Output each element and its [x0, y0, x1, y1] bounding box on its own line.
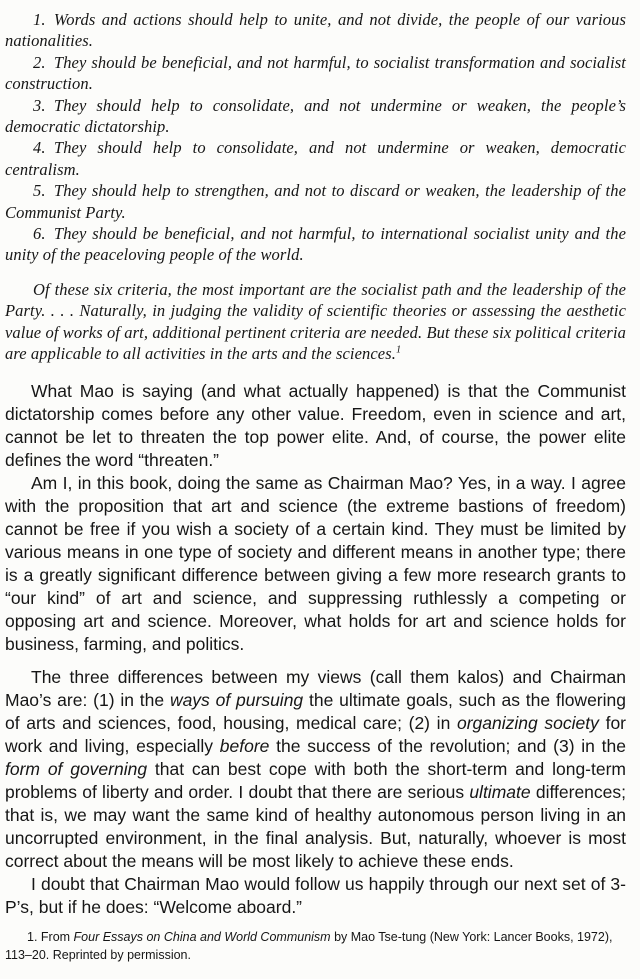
body-paragraph-3	[5, 666, 626, 873]
text-run: by Mao Tse-tung (New York: Lancer Books, 1972), 113–20. Reprinted by permission.	[5, 929, 613, 962]
italic-text-run: ways of pursuing	[169, 689, 304, 710]
italic-text-run: Four Essays on China and World Communism	[73, 929, 331, 944]
text-run: the success of the revolution; and (3) in the	[269, 735, 626, 756]
text-run: 3. They should help to consolidate, and not undermine or weaken, the people’s democratic dictatorship.	[5, 95, 626, 137]
quote-item-6	[5, 223, 626, 266]
text-run: Am I, in this book, doing the same as Chairman Mao? Yes, in a way. I agree with the proposition that art and science (the extreme bastions of freedom) cannot be free if you wish a society of a certain kind. They must be limited by various means in one type of society and different means in another type; there is a greatly significant difference between giving a few more research grants to “our kind” of art and science, and suppressing ruthlessly a competing or opposing art and science. Moreover, what holds for art and science holds for business, farming, and politics.	[5, 472, 626, 654]
text-run: What Mao is saying (and what actually happened) is that the Communist dictatorship comes before any other value. Freedom, even in science and art, cannot be let to threaten the top power elite. And, of course, the power elite defines the word “threaten.”	[5, 380, 626, 470]
italic-text-run: organizing society	[457, 712, 599, 733]
italic-text-run: ultimate	[469, 781, 531, 802]
text-run: 1. From	[27, 929, 74, 944]
text-run: Of these six criteria, the most important are the socialist path and the leadership of the Party. . . . Naturally, in judging the validity of scientific theories or assessing the aesthetic value of works of art, additional pertinent criteria are needed. But these six political criteria are applicable to all activities in the arts and the sciences.	[5, 279, 626, 364]
italic-text-run: form of governing	[5, 758, 148, 779]
text-run: The three differences between my views (call them kalos) and Chairman Mao’s are: (1) in the	[5, 666, 626, 710]
text-run: 2. They should be beneficial, and not harmful, to socialist transformation and socialist construction.	[5, 52, 626, 94]
quote-item-1	[5, 9, 626, 52]
footnote-paragraph	[5, 928, 626, 965]
text-run: I doubt that Chairman Mao would follow us happily through our next set of 3-P’s, but if he does: “Welcome aboard.”	[5, 873, 626, 917]
text-run: that can best cope with both the short-term and long-term problems of liberty and order. I doubt that there are serious	[5, 758, 627, 802]
text-run: 5. They should help to strengthen, and not to discard or weaken, the leadership of the Communist Party.	[5, 181, 626, 222]
body-paragraph-2	[5, 472, 626, 656]
body-paragraph-1	[5, 380, 626, 472]
text-run: differences; that is, we may want the same kind of healthy autonomous person living in an uncorrupted environment, in the final analysis. But, naturally, whoever is most correct about the means will be most likely to achieve these ends.	[5, 781, 627, 871]
quote-item-4	[5, 137, 626, 180]
italic-text-run: before	[219, 735, 270, 756]
quote-closing-paragraph	[5, 279, 626, 365]
footnote-block	[5, 928, 626, 965]
footnote-ref-superscript: 1	[395, 344, 402, 356]
quote-item-5	[5, 180, 626, 223]
text-run: for work and living, especially	[5, 712, 627, 756]
quote-item-3	[5, 95, 626, 138]
body-block	[5, 380, 626, 919]
text-run: the ultimate goals, such as the flowering of arts and sciences, food, housing, medical care; (2) in	[5, 689, 626, 733]
body-paragraph-4	[5, 873, 626, 919]
quote-item-2	[5, 52, 626, 95]
text-run: 1. Words and actions should help to unite, and not divide, the people of our various nationalities.	[5, 10, 626, 51]
text-run: 4. They should help to consolidate, and not undermine or weaken, democratic centralism.	[5, 138, 626, 179]
text-run: 6. They should be beneficial, and not harmful, to international socialist unity and the unity of the peaceloving people of the world.	[5, 224, 626, 265]
quote-block	[5, 9, 626, 365]
